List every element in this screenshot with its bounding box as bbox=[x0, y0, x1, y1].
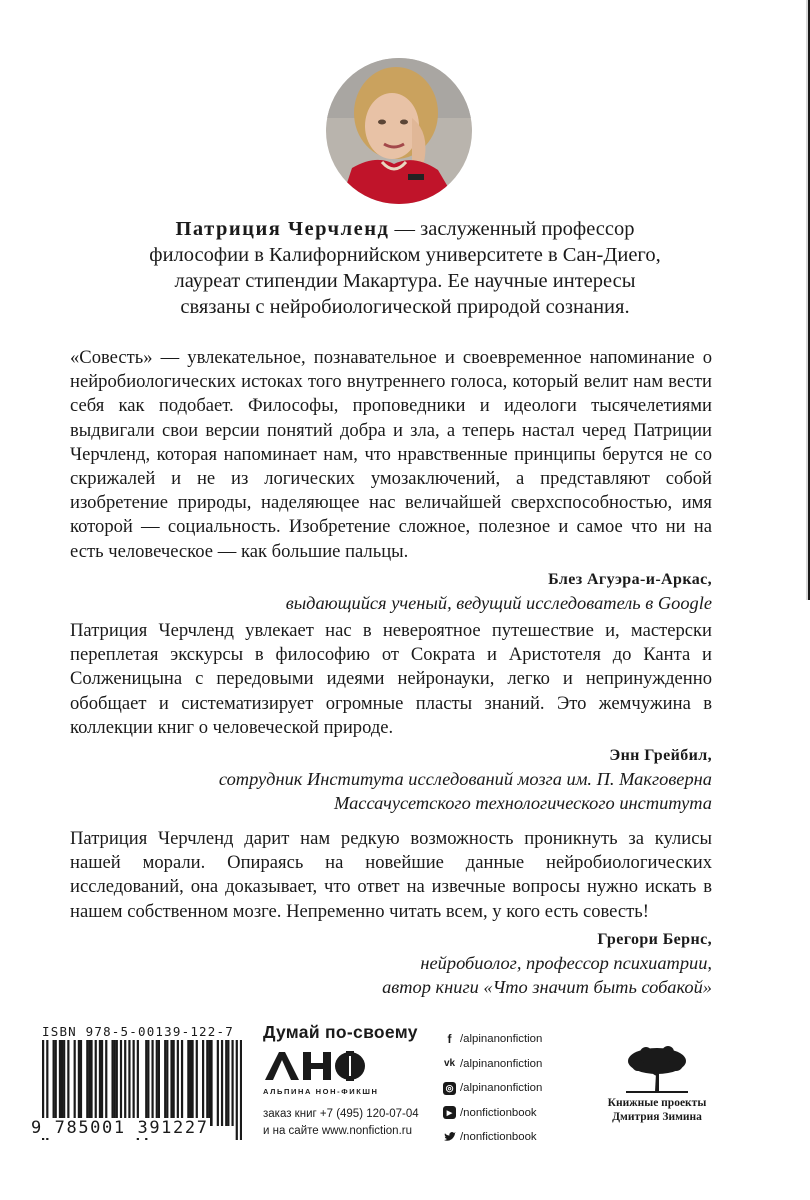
reviewer-role: выдающийся ученый, ведущий исследователь в Google bbox=[285, 592, 712, 613]
barcode-bar bbox=[111, 1040, 113, 1126]
zimin-line2: Дмитрия Зимина bbox=[612, 1111, 702, 1123]
barcode-bar bbox=[120, 1040, 122, 1126]
barcode-bar bbox=[80, 1040, 82, 1126]
barcode-bar bbox=[181, 1040, 183, 1126]
author-bio-line: — заслуженный профессор bbox=[389, 218, 635, 240]
barcode-bar bbox=[196, 1040, 198, 1126]
author-bio-line: философии в Калифорнийском университете в Сан-Диего, bbox=[149, 244, 661, 266]
order-phone: заказ книг +7 (495) 120-07-04 bbox=[263, 1108, 419, 1120]
barcode-bar bbox=[53, 1040, 55, 1126]
zimin-projects bbox=[598, 1045, 716, 1124]
author-bio-line: связаны с нейробиологической природой сознания. bbox=[180, 296, 630, 318]
publisher-block bbox=[263, 1022, 433, 1140]
vk-icon: vk bbox=[443, 1058, 456, 1070]
reviewer-name: Блез Агуэра-и-Аркас, bbox=[548, 570, 712, 588]
author-bio bbox=[90, 216, 720, 320]
barcode-bar bbox=[55, 1040, 57, 1126]
barcode-bar bbox=[133, 1040, 135, 1126]
author-name: Патриция Черчленд bbox=[175, 218, 390, 240]
reviewer-name: Энн Грейбил, bbox=[609, 747, 712, 765]
barcode-bar bbox=[63, 1040, 65, 1126]
review-attribution bbox=[70, 745, 712, 815]
barcode-bar bbox=[99, 1040, 101, 1126]
tree-icon bbox=[626, 1045, 688, 1093]
publisher-name: АЛЬПИНА НОН-ФИКШН bbox=[263, 1087, 379, 1096]
barcode-bar bbox=[95, 1040, 97, 1126]
review-text: «Совесть» — увлекательное, познавательное и своевременное напоминание о нейробиологических истоках того внутреннего голоса, который велит нам вести себя как подобает. Философы, проповедники и идеологи тысячелетиями выдвигали свои версии понятий добра и зла, а теперь настал черед Патриции Черчленд, которая напоминает нам, что нравственные принципы берутся не со скрижалей и не из логических умозаключений, а представляют собой изобретение природы, наделяющее нас величайшей сверхспособностью, имя которой — социальность. Изобретение сложное, полезное и самое что ни на есть человеческое — как большие пальцы. bbox=[70, 347, 712, 562]
review-attribution bbox=[70, 569, 712, 615]
barcode-bar bbox=[202, 1040, 204, 1126]
barcode-bar bbox=[156, 1040, 158, 1126]
barcode-bar bbox=[164, 1040, 166, 1126]
barcode-bar bbox=[74, 1040, 76, 1126]
barcode-bar bbox=[105, 1040, 107, 1126]
author-portrait bbox=[326, 58, 472, 204]
order-info bbox=[263, 1106, 433, 1140]
barcode-bar bbox=[90, 1040, 92, 1126]
review-quote bbox=[70, 346, 712, 615]
order-site: и на сайте www.nonfiction.ru bbox=[263, 1125, 412, 1137]
barcode-bar bbox=[61, 1040, 63, 1126]
barcode-bar bbox=[158, 1040, 160, 1126]
review-attribution bbox=[70, 929, 712, 999]
facebook-icon: f bbox=[447, 1032, 452, 1047]
barcode-bar bbox=[208, 1040, 210, 1126]
barcode-bar bbox=[78, 1040, 80, 1126]
publisher-logo bbox=[263, 1051, 433, 1096]
reviewer-role: автор книги «Что значит быть собакой» bbox=[382, 976, 712, 997]
isbn-label: ISBN 978-5-00139-122-7 bbox=[42, 1024, 234, 1039]
reviewer-role: сотрудник Института исследований мозга им. П. Макговерна bbox=[218, 769, 712, 790]
social-links bbox=[443, 1027, 542, 1150]
publisher-slogan: Думай по-своему bbox=[263, 1022, 418, 1042]
reviewer-name: Грегори Бернс, bbox=[597, 930, 712, 948]
barcode-bar bbox=[128, 1040, 130, 1126]
reviewer-role: Массачусетского технологического института bbox=[334, 793, 712, 814]
twitter-icon bbox=[443, 1131, 456, 1144]
publisher-logo-mark bbox=[263, 1051, 367, 1081]
reviewer-role: нейробиолог, профессор психиатрии, bbox=[420, 952, 712, 973]
barcode-bar bbox=[225, 1040, 227, 1126]
barcode-bar bbox=[191, 1040, 193, 1126]
social-facebook[interactable] bbox=[443, 1027, 542, 1052]
review-text: Патриция Черчленд увлекает нас в невероятное путешествие и, мастерски переплетая экскурсы в философию от Сократа и Аристотеля до Канта и Солженицына с передовыми идеями нейронауки, легко и непринужденно обобщает и систематизирует огромные пласты знаний. Это жемчужина в коллекции книг о человеческой природе. bbox=[70, 620, 712, 738]
social-handle: /alpinanonfiction bbox=[460, 1082, 543, 1095]
barcode-digits-text: 9 785001 391227 bbox=[31, 1118, 209, 1138]
barcode-bar bbox=[67, 1040, 69, 1126]
barcode-bar bbox=[101, 1040, 103, 1126]
barcode-bar bbox=[177, 1040, 179, 1126]
barcode-bar bbox=[187, 1040, 189, 1126]
barcode-bar bbox=[173, 1040, 175, 1126]
barcode-bar bbox=[170, 1040, 172, 1126]
barcode-bar bbox=[231, 1040, 233, 1126]
barcode-bar bbox=[88, 1040, 90, 1126]
social-handle: /alpinanonfiction bbox=[460, 1033, 543, 1046]
barcode-bar bbox=[147, 1040, 149, 1126]
review-quote bbox=[70, 619, 712, 815]
barcode-bar bbox=[124, 1040, 126, 1126]
barcode-bar bbox=[86, 1040, 88, 1126]
barcode-digits bbox=[30, 1118, 250, 1138]
barcode-bar bbox=[227, 1040, 229, 1126]
social-handle: /alpinanonfiction bbox=[460, 1057, 543, 1070]
barcode-bar bbox=[217, 1040, 219, 1126]
social-handle: /nonfictionbook bbox=[460, 1106, 537, 1119]
review-text: Патриция Черчленд дарит нам редкую возможность проникнуть за кулисы нашей морали. Опираясь на новейшие данные нейробиологических исследований, она доказывает, что ответ на извечные вопросы нужно искать в нашем собственном мозге. Непременно читать всем, у кого есть совесть! bbox=[70, 828, 712, 922]
barcode-bar bbox=[151, 1040, 153, 1126]
zimin-line1: Книжные проекты bbox=[607, 1097, 707, 1109]
author-bio-line: лауреат стипендии Макартура. Ее научные интересы bbox=[174, 270, 636, 292]
barcode-bar bbox=[206, 1040, 208, 1126]
barcode-bar bbox=[221, 1040, 223, 1126]
social-handle: /nonfictionbook bbox=[460, 1131, 537, 1144]
review-quote bbox=[70, 827, 712, 999]
social-twitter[interactable] bbox=[443, 1125, 542, 1150]
social-vk[interactable] bbox=[443, 1052, 542, 1077]
instagram-icon: ◎ bbox=[443, 1082, 456, 1095]
barcode-bar bbox=[166, 1040, 168, 1126]
barcode-bar bbox=[210, 1040, 212, 1126]
barcode-bar bbox=[59, 1040, 61, 1126]
barcode-bar bbox=[189, 1040, 191, 1126]
social-youtube[interactable] bbox=[443, 1101, 542, 1126]
barcode-bar bbox=[114, 1040, 116, 1126]
social-instagram[interactable] bbox=[443, 1076, 542, 1101]
barcode-bar bbox=[116, 1040, 118, 1126]
youtube-icon: ▶ bbox=[443, 1106, 456, 1119]
